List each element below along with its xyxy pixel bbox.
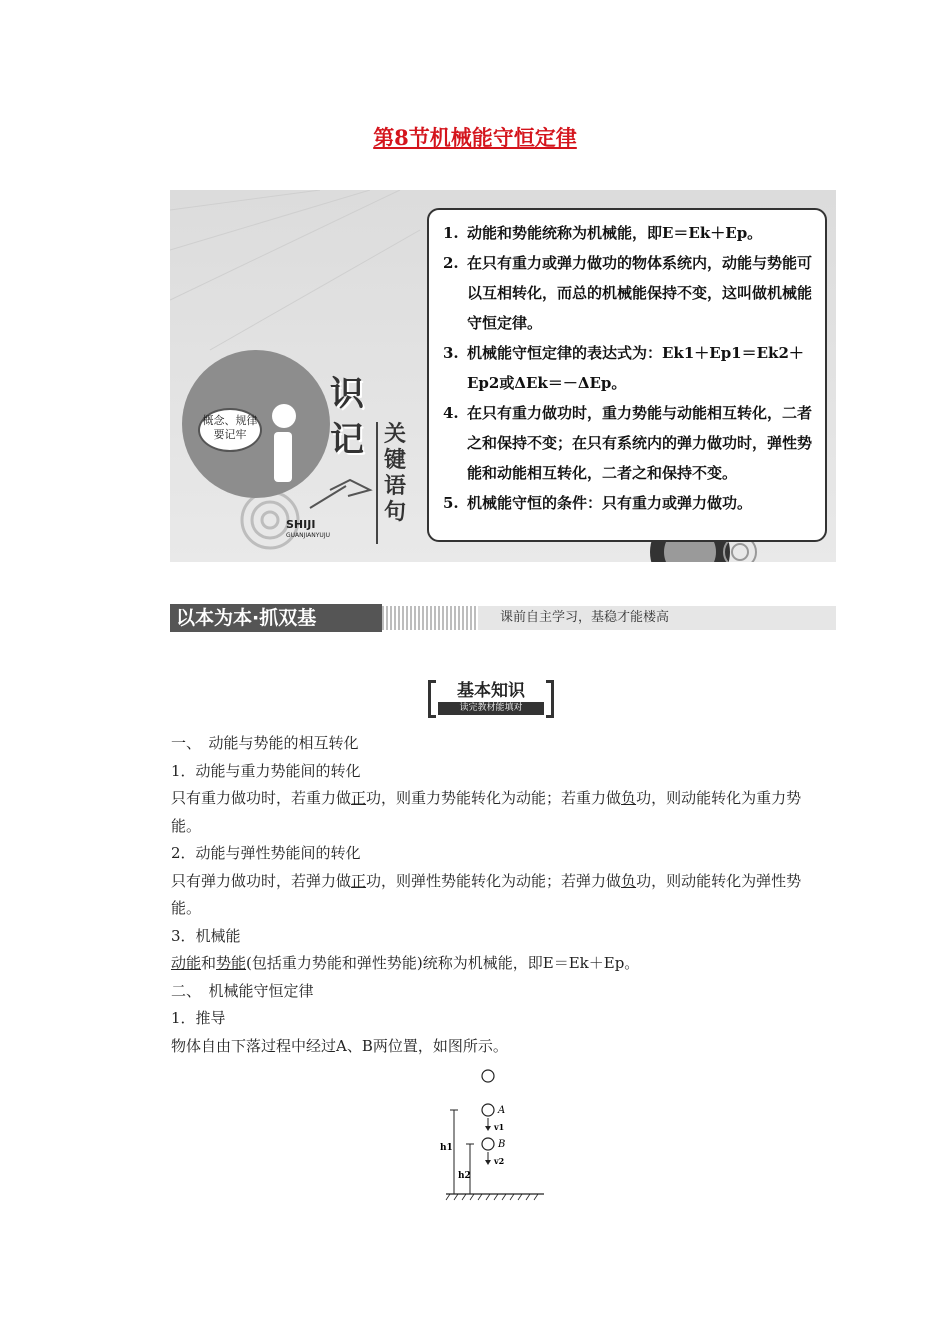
label-v2: v2 [494,1156,505,1166]
big-char-1: 识 [330,374,364,414]
left-bracket [428,680,436,718]
key-point-text: 动能和势能统称为机械能，即E＝Ek＋Ep。 [467,224,763,242]
key-point [443,218,813,248]
text-run: 功，则弹性势能转化为动能；若弹力做 [366,871,622,890]
key-point-number: 5. [443,494,459,512]
section-bar-subtitle: 课前自主学习，基稳才能楼高 [478,606,836,630]
label-a: A [498,1105,506,1116]
right-bracket [546,680,554,718]
section-heading: 一、 动能与势能的相互转化 [171,734,359,752]
speech-line-2: 要记牢 [213,428,247,441]
body-content [136,730,826,1060]
text-run: 只有弹力做功时，若弹力做 [171,871,352,890]
label-h2: h2 [458,1171,471,1181]
fill-blank-answer: 负 [621,789,637,807]
fill-blank-answer: 动能 [171,954,202,972]
ball-start [482,1070,494,1082]
key-point-number: 4. [443,404,459,422]
knowledge-heading-title: 基本知识 [457,681,525,701]
subsection-heading: 2．动能与弹性势能间的转化 [171,844,361,862]
subsection-heading: 3．机械能 [171,926,241,945]
vertical-label: 关键语句 [383,422,406,525]
v2-arrowhead [485,1160,491,1165]
page-title: 第8节机械能守恒定律 [373,125,577,150]
logo-sub-text: GUANJIANYUJU [286,532,330,539]
ball-b [482,1138,494,1150]
text-run: (包括重力势能和弹性势能)统称为机械能，即E＝Ek＋Ep。 [246,954,640,972]
key-point-number: 3. [443,344,459,362]
paragraph [136,950,826,978]
knowledge-heading-subtitle: 读完教材能填对 [438,702,544,715]
section-bar [170,604,836,632]
text-run: 功，则重力势能转化为动能；若重力做 [366,789,622,807]
paragraph [136,868,826,923]
speech-bubble [198,408,262,452]
free-fall-figure [436,1066,556,1206]
key-point [443,248,813,338]
key-point-text: 机械能守恒定律的表达式为：Ek1＋Ep1＝Ek2＋Ep2或ΔEk＝－ΔEp。 [467,344,804,392]
fill-blank-answer: 负 [621,871,637,890]
ball-a [482,1104,494,1116]
label-v1: v1 [494,1122,505,1132]
text-run: 只有重力做功时，若重力做 [171,789,352,807]
logo-main-text: SHIJI [286,518,316,531]
paragraph [136,785,826,840]
subsection-heading: 1．推导 [171,1009,226,1027]
speech-line-1: 概念、规律 [202,414,258,427]
key-point-text: 在只有重力做功时，重力势能与动能相互转化，二者之和保持不变；在只有系统内的弹力做功时，弹性势能和动能相互转化，二者之和保持不变。 [467,404,813,482]
key-point-number: 1. [443,224,459,242]
fill-blank-answer: 正 [351,789,367,807]
text-run: 和 [201,954,217,972]
label-b: B [498,1139,506,1150]
fill-blank-answer: 正 [351,871,367,890]
fill-blank-answer: 势能 [216,954,247,972]
key-points-box [427,208,827,542]
key-point [443,488,813,518]
knowledge-heading [428,680,554,720]
key-point-text: 机械能守恒的条件：只有重力或弹力做功。 [467,494,753,512]
text-run: 功，则动能转化为弹性势能。 [171,871,802,917]
section-bar-title: 以本为本·抓双基 [170,604,382,632]
key-points-banner [170,190,836,562]
subsection-heading: 1．动能与重力势能间的转化 [171,761,361,780]
key-point-number: 2. [443,254,459,272]
vertical-divider [376,422,378,544]
text-run: 功，则动能转化为重力势能。 [171,789,802,835]
key-point [443,398,813,488]
big-char-2: 记 [330,420,364,460]
paragraph: 物体自由下落过程中经过A、B两位置，如图所示。 [171,1036,508,1055]
section-heading: 二、 机械能守恒定律 [171,981,314,1000]
ground-hatching [446,1194,538,1200]
label-h1: h1 [440,1143,453,1153]
key-point [443,338,813,398]
section-bar-stripes [382,606,478,630]
key-point-text: 在只有重力或弹力做功的物体系统内，动能与势能可以互相转化，而总的机械能保持不变，这叫做机械能守恒定律。 [467,254,813,332]
v1-arrowhead [485,1126,491,1131]
